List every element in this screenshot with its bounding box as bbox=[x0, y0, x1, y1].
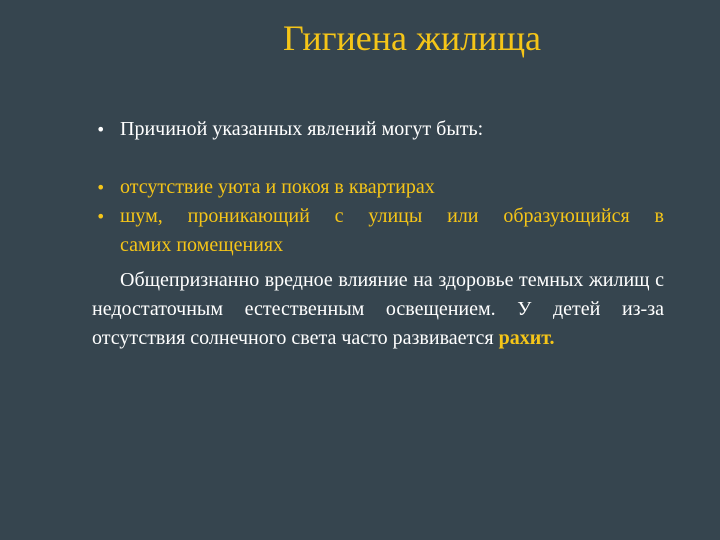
bullet-item bbox=[92, 202, 664, 260]
bullet-text: Причиной указанных явлений могут быть: bbox=[120, 118, 484, 140]
highlight-text: рахит. bbox=[498, 327, 555, 349]
bullet-text-line1: шум, проникающий с улицы или образующийся в bbox=[120, 205, 664, 227]
spacer bbox=[92, 144, 664, 173]
bullet-icon: • bbox=[96, 120, 106, 139]
slide-content bbox=[92, 115, 664, 353]
bullet-icon: • bbox=[96, 178, 106, 197]
bullet-text: отсутствие уюта и покоя в квартирах bbox=[120, 176, 435, 198]
paragraph-text: Общепризнанно вредное влияние на здоровье темных жилищ с недостаточным естественным освещением. У детей из-за отсутствия солнечного света часто развивается bbox=[92, 269, 664, 349]
bullet-text-line2: самих помещениях bbox=[120, 234, 284, 256]
slide-title: Гигиена жилища bbox=[282, 18, 542, 58]
body-paragraph bbox=[92, 266, 664, 353]
bullet-item bbox=[92, 173, 664, 202]
bullet-item bbox=[92, 115, 664, 144]
bullet-icon: • bbox=[96, 207, 106, 226]
